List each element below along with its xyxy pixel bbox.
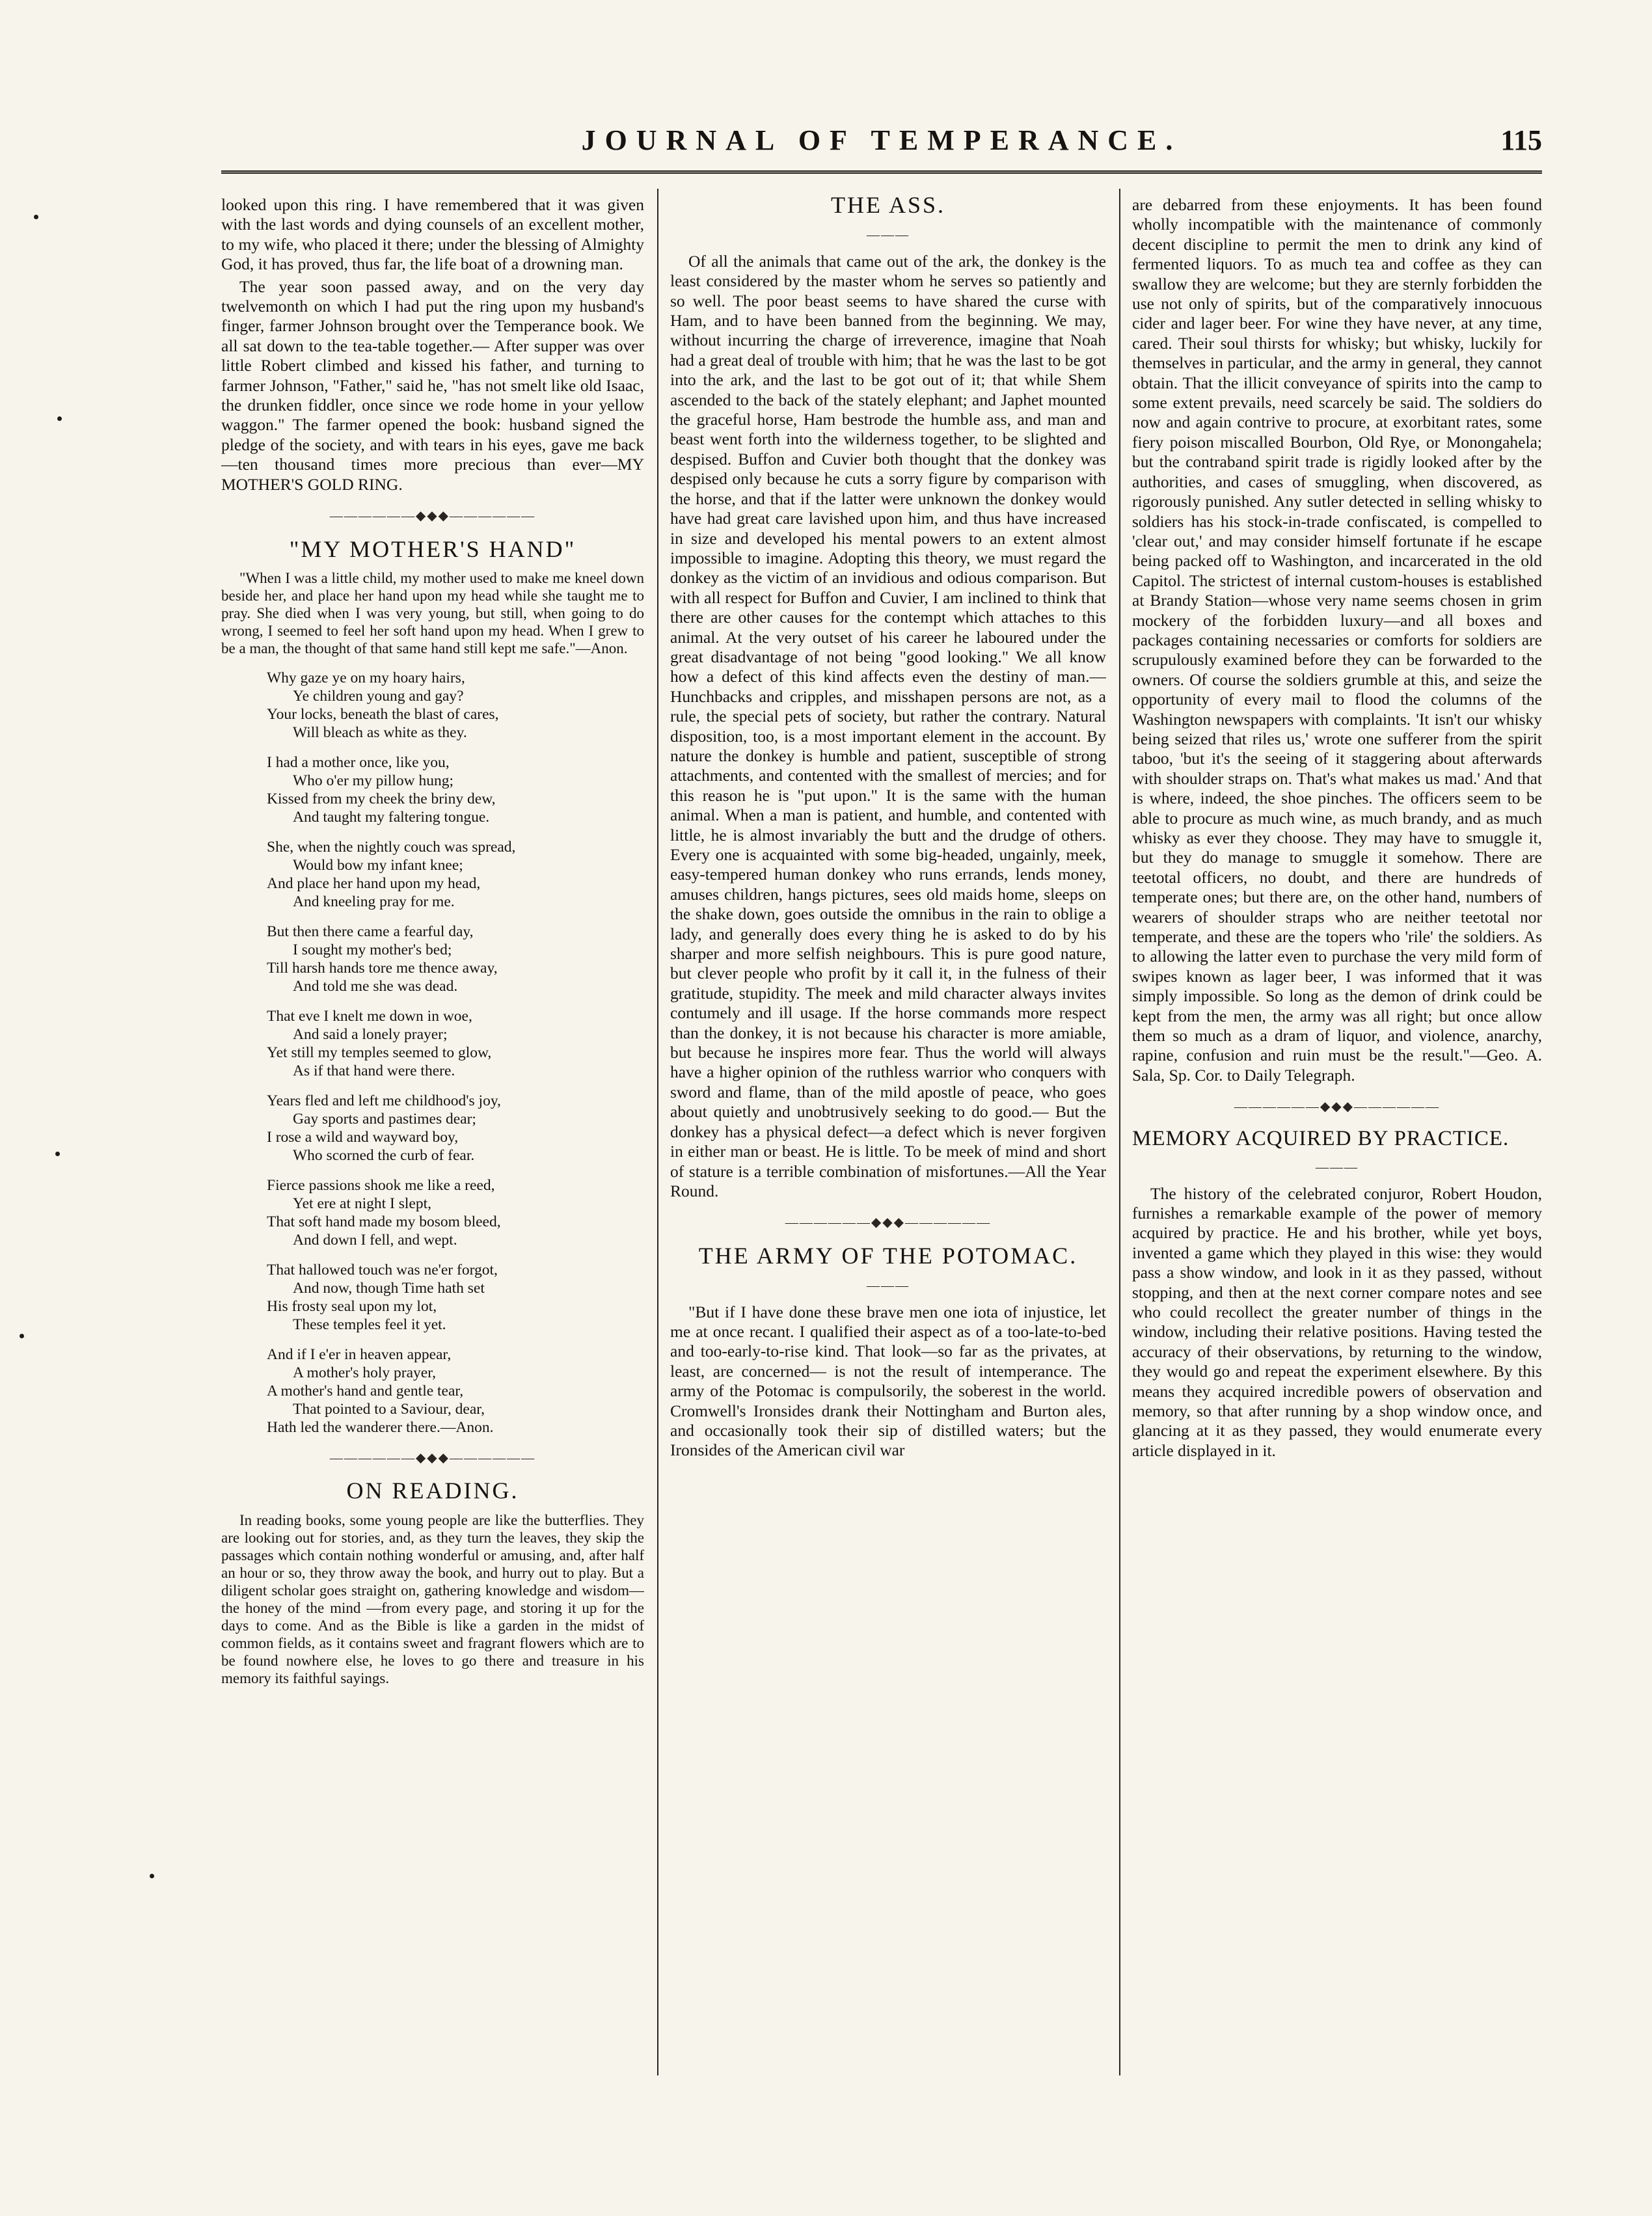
verse-line: I had a mother once, like you, <box>267 753 450 771</box>
verse-line: Hath led the wanderer there.—Anon. <box>267 1418 494 1436</box>
ornament-divider: ——————◆◆◆—————— <box>329 509 536 524</box>
verse-line: Would bow my infant knee; <box>293 856 463 874</box>
stanza <box>267 1345 644 1437</box>
verse-line: And now, though Time hath set <box>293 1279 485 1297</box>
verse-line: Who o'er my pillow hung; <box>293 772 454 789</box>
verse-line: Yet ere at night I slept, <box>293 1195 431 1212</box>
article-title: THE ASS. <box>830 195 946 218</box>
ring-story-conclusion: The year soon passed away, and on the very day twelvemonth on which I had put the ring upon my husband's finger, farmer Johnson brought over the Temperance book. We all sat down to the tea-table together.— After supper was over little Robert climbed and kissed his father, and turning to farmer Johnson, "Father," said he, "has not smelt like old Isaac, the drunken fiddler, once since we rode home in your yellow waggon." The farmer opened the book: husband signed the pledge of the society, and with tears in his eyes, gave me back—ten thousand times more precious than ever—MY MOTHER'S GOLD RING. <box>221 277 644 494</box>
scan-speck <box>55 1152 60 1156</box>
column-rule-2 <box>1119 189 1120 2075</box>
poem-epigraph: "When I was a little child, my mother used to make me kneel down beside her, and place her hand upon my head while she taught me to pray. She died when I was very young, but still, when going to do wrong, I seemed to feel her soft hand upon my head. When I grew to be a man, the thought of that same hand still kept me safe."—Anon. <box>221 569 644 656</box>
verse-line: And kneeling pray for me. <box>293 893 455 910</box>
verse-line: Years fled and left me childhood's joy, <box>267 1092 501 1109</box>
short-rule: ——— <box>867 228 910 243</box>
verse-line: She, when the nightly couch was spread, <box>267 838 516 856</box>
verse-line: Will bleach as white as they. <box>293 723 467 741</box>
ring-story-ending: looked upon this ring. I have remembered that it was given with the last words and dying counsels of an excellent mother, to my wife, who placed it there; under the blessing of Almighty God, it has proved, thus far, the life boat of a drowning man. <box>221 195 644 274</box>
short-rule: ——— <box>867 1278 910 1293</box>
scan-speck <box>150 1874 154 1878</box>
column-2 <box>670 195 1106 2147</box>
ornament-divider: ——————◆◆◆—————— <box>785 1215 992 1230</box>
verse-line: I rose a wild and wayward boy, <box>267 1128 459 1146</box>
verse-line: Gay sports and pastimes dear; <box>293 1110 476 1128</box>
verse-line: And said a lonely prayer; <box>293 1025 448 1043</box>
verse-line: Who scorned the curb of fear. <box>293 1146 475 1164</box>
column-rule-1 <box>657 189 658 2075</box>
stanza <box>267 923 644 995</box>
verse-line: A mother's hand and gentle tear, <box>267 1382 464 1399</box>
running-title: JOURNAL OF TEMPERANCE. <box>581 124 1182 156</box>
verse-line: His frosty seal upon my lot, <box>267 1297 437 1315</box>
verse-line: And taught my faltering tongue. <box>293 808 490 826</box>
verse-line: That pointed to a Saviour, dear, <box>293 1400 485 1418</box>
verse-line: Ye children young and gay? <box>293 687 464 705</box>
verse-line: But then there came a fearful day, <box>267 923 474 940</box>
verse-line: As if that hand were there. <box>293 1062 455 1079</box>
column-1 <box>221 195 644 2147</box>
verse-line: And place her hand upon my head, <box>267 874 481 892</box>
article-body: The history of the celebrated conjuror, Robert Houdon, furnishes a remarkable example of the power of memory acquired by practice. He and his brother, while yet boys, invented a game which they played in this wise: they would pass a show window, and look in it as they passed, without stopping, and then at the next corner compare notes and see who could recollect the greater number of things in the window, including their relative positions. Having tested the accuracy of their observations, by returning to the window, they would go and repeat the experiment elsewhere. By this means they acquired incredible powers of observation and memory, so that after running by a shop window once, and glancing at it as they passed, they would enumerate every article displayed in it. <box>1132 1183 1542 1460</box>
verse-line: I sought my mother's bed; <box>293 941 452 958</box>
verse-line: Kissed from my cheek the briny dew, <box>267 790 496 807</box>
stanza <box>267 1007 644 1080</box>
page-number: 115 <box>1500 124 1542 156</box>
stanza <box>267 753 644 826</box>
scan-speck <box>34 215 38 219</box>
stanza <box>267 838 644 911</box>
stanza <box>267 669 644 742</box>
verse-line: And down I fell, and wept. <box>293 1231 457 1249</box>
article-body-continued: are debarred from these enjoyments. It has been found wholly incompatible with the maintenance of commonly decent discipline to permit the men to drink any kind of fermented liquors. To as much tea and coffee as they can swallow they are welcome; but they are sternly forbidden the use not only of spirits, but of the comparatively innocuous cider and lager beer. For wine they have never, at any time, cared. Their soul thirsts for whisky; but whisky, luckily for themselves in particular, and the army in general, they cannot obtain. That the illicit conveyance of spirits into the camp to some extent prevails, need scarcely be said. The soldiers do now and again contrive to procure, at exorbitant rates, some fiery poison miscalled Bourbon, Old Rye, or Monongahela; but the contraband spirit trade is rigidly looked after by the authorities, and cases of smuggling, when discovered, as rigorously punished. Any sutler detected in selling whisky to soldiers has his stock-in-trade confiscated, is compelled to 'clear out,' and may consider himself fortunate if he escape being packed off to Washington, and incarcerated in the old Capitol. The strictest of internal custom-houses is established at Brandy Station—whose very name seems chosen in grim mockery of the forbidden luxury—and all boxes and packages containing necessaries or comforts for soldiers are scrupulously examined before they can be forwarded to the owners. Of course the soldiers grumble at this, and seize the opportunity of every mail to flood the columns of the Washington newspapers with complaints. 'It isn't our whisky being seized that riles us,' wrote one sufferer from the spirit taboo, 'but it's the seeing of it staggering about afterwards with shoulder straps on. That's what makes us mad.' And that is where, indeed, the shoe pinches. The officers seem to be able to procure as much wine, as much brandy, and as much whisky as ever they choose. They may have to smuggle it, but they do manage to smuggle it somehow. There are teetotal officers, no doubt, and there are hundreds of temperate ones; but there are, on the other hand, numbers of wearers of shoulder straps who are neither teetotal nor temperate, and these are the topers who 'rile' the soldiers. As to allowing the latter even to purchase the very mild form of swipes known as lager beer, I was informed that it was simply impossible. So long as the demon of drink could be kept from the men, the army was all right; but once allow them so much as a dram of liquor, and violence, anarchy, rapine, confusion and ruin must be the result."—Geo. A. Sala, Sp. Cor. to Daily Telegraph. <box>1132 195 1542 1085</box>
scan-speck <box>20 1334 24 1338</box>
stanza <box>267 1092 644 1165</box>
verse-line: Fierce passions shook me like a reed, <box>267 1176 495 1194</box>
verse-line: That hallowed touch was ne'er forgot, <box>267 1261 498 1278</box>
top-double-rule <box>221 170 1542 174</box>
ornament-divider: ——————◆◆◆—————— <box>1234 1100 1441 1115</box>
article-title: MEMORY ACQUIRED BY PRACTICE. <box>1132 1126 1510 1150</box>
short-rule: ——— <box>1316 1160 1359 1175</box>
verse-line: That soft hand made my bosom bleed, <box>267 1213 501 1230</box>
verse-line: Why gaze ye on my hoary hairs, <box>267 669 465 686</box>
verse-line: Yet still my temples seemed to glow, <box>267 1044 492 1061</box>
scan-speck <box>57 416 62 421</box>
ornament-divider: ——————◆◆◆—————— <box>329 1450 536 1465</box>
article-title: ON READING. <box>346 1478 519 1504</box>
column-3 <box>1132 195 1542 2147</box>
stanza <box>267 1176 644 1249</box>
running-head <box>221 124 1542 169</box>
verse-line: Your locks, beneath the blast of cares, <box>267 705 499 723</box>
stanza <box>267 1261 644 1334</box>
article-title: THE ARMY OF THE POTOMAC. <box>698 1242 1078 1269</box>
verse-line: Till harsh hands tore me thence away, <box>267 959 498 977</box>
article-body: Of all the animals that came out of the ark, the donkey is the least considered by the master whom he serves so patiently and so well. The poor beast seems to have shared the curse with Ham, and to have been banned from the beginning. We may, without incurring the charge of irreverence, imagine that Noah had a great deal of trouble with him; that he was the last to be got into the ark, and the last to be got out of it; that while Shem ascended to the back of the stately elephant; and Japhet mounted the graceful horse, Ham bestrode the humble ass, and man and beast went forth into the wilderness together, to be slighted and despised. Buffon and Cuvier both thought that the donkey was despised only because he cuts a sorry figure by comparison with the horse, and that if the latter were unknown the donkey would have had great care lavished upon him, and thus have increased in size and developed his mental powers to an extent almost impossible to imagine. Adopting this theory, we must regard the donkey as the victim of an invidious and odious comparison. But with all respect for Buffon and Cuvier, I am inclined to think that there are other causes for the contempt which attaches to this animal. At the very outset of his career he laboured under the great disadvantage of not being "good looking." We all know how a defect of this kind affects even the destiny of man.— Hunchbacks and cripples, and misshapen persons are not, as a rule, the special pets of society, but rather the contrary. Natural disposition, too, is a most important element in the account. By nature the donkey is humble and patient, susceptible of strong attachments, and contented with the smallest of mercies; and for this reason he is "put upon." It is the same with the human animal. When a man is patient, and humble, and contented with little, he is almost invariably the butt and the drudge of others. Every one is acquainted with some big-headed, ungainly, meek, easy-tempered human donkey who runs errands, lends money, amuses children, hangs pictures, sees old maids home, sleeps on the shake down, goes outside the omnibus in the rain to oblige a lady, and generally does every thing he is asked to do by his sharper and more selfish neighbours. This is pure good nature, but clever people who profit by it call it, in the fulness of their gratitude, stupidity. The meek and mild character always invites contumely and ill usage. If the horse commands more respect than the donkey, it is not because his character is more amiable, but because he inspires more fear. Thus the world will always have a higher opinion of the ruthless warrior who conquers with sword and flame, than of the mild apostle of peace, who goes about quietly and unobtrusively seeking to do good.— But the donkey has a physical defect—a defect which is never forgiven in either man or beast. He is little. To be meek of mind and short of stature is a terrible combination of misfortunes.—All the Year Round. <box>670 251 1106 1200</box>
poem-title: "MY MOTHER'S HAND" <box>289 535 576 562</box>
verse-line: These temples feel it yet. <box>293 1316 446 1333</box>
verse-line: And told me she was dead. <box>293 977 458 995</box>
article-body: "But if I have done these brave men one iota of injustice, let me at once recant. I qualified their aspect as of a too-late-to-bed and too-early-to-rise kind. That look—so far as the privates, at least, are concerned— is not the result of intemperance. The army of the Potomac is compulsorily, the soberest in the world. Cromwell's Ironsides drank their Nottingham and Burton ales, and occasionally took their sip of distilled waters; but the Ironsides of the American civil war <box>670 1302 1106 1460</box>
verse-line: And if I e'er in heaven appear, <box>267 1345 452 1363</box>
verse-line: That eve I knelt me down in woe, <box>267 1007 472 1025</box>
article-body: In reading books, some young people are like the butterflies. They are looking out for stories, and, as they turn the leaves, they skip the passages which contain nothing wonderful or amusing, and, after half an hour or so, they throw away the book, and hurry out to play. But a diligent scholar goes straight on, gathering knowledge and wisdom—the honey of the mind —from every page, and storing it up for the days to come. And as the Bible is like a garden in the midst of common fields, as it contains sweet and fragrant flowers which are to be found nowhere else, he loves to go there and treasure in his memory its faithful sayings. <box>221 1511 644 1686</box>
verse-line: A mother's holy prayer, <box>293 1364 436 1381</box>
